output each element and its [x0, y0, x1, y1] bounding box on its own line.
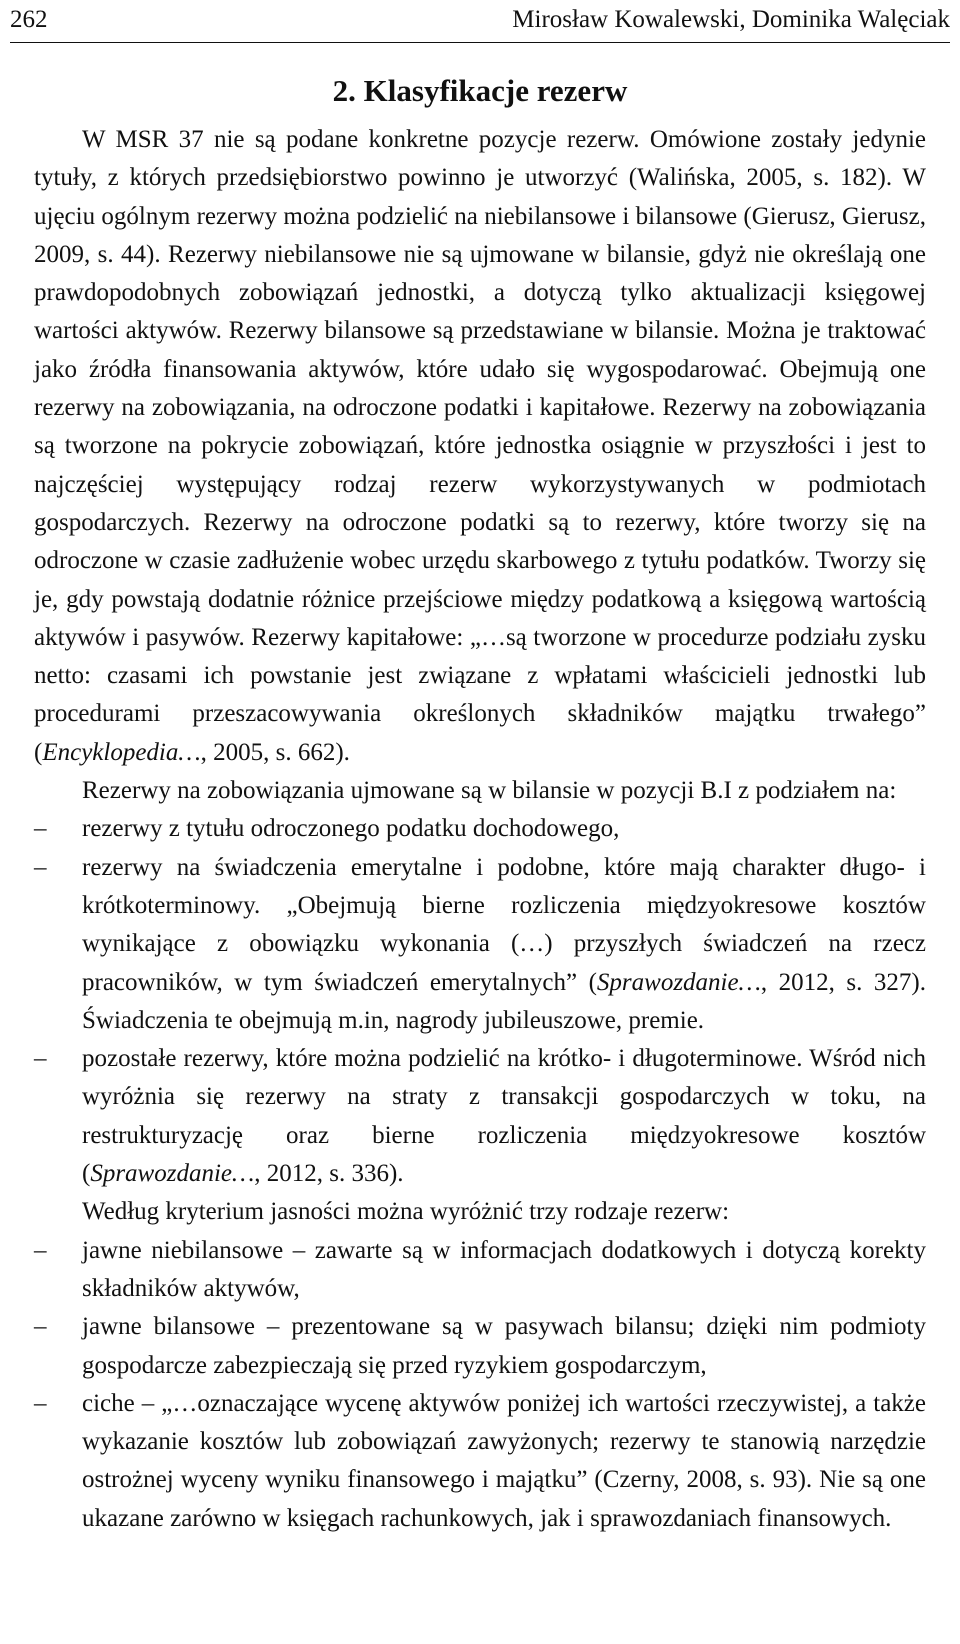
list-item: – rezerwy z tytułu odroczonego podatku dochodowego,	[34, 810, 926, 848]
paragraph-1-citation-tail: , 2005, s. 662).	[200, 738, 350, 766]
citation-title: Sprawozdanie…	[596, 968, 761, 996]
list-item-citation-tail: , 2012, s. 336).	[254, 1160, 404, 1188]
paragraph-2: Rezerwy na zobowiązania ujmowane są w bilansie w pozycji B.I z podziałem na:	[82, 777, 897, 805]
list-item	[34, 849, 926, 1040]
citation-title: Encyklopedia…	[42, 738, 201, 766]
paragraph-1-text: W MSR 37 nie są podane konkretne pozycje rezerw. Omówione zostały jedynie tytuły, z których przedsiębiorstwo powinno je utworzyć (Walińska, 2005, s. 182). W ujęciu ogólnym rezerwy można podzielić na niebilansowe i bilansowe (Gierusz, Gierusz, 2009, s. 44). Rezerwy niebilansowe nie są ujmowane w bilansie, gdyż nie określają one prawdopodobnych zobowiązań jednostki, a dotyczą tylko aktualizacji księgowej wartości aktywów. Rezerwy bilansowe są przedstawiane w bilansie. Można je traktować jako źródła finansowania aktywów, które udało się wygospodarować. Obejmują one rezerwy na zobowiązania, na odroczone podatki i kapitałowe. Rezerwy na zobowiązania są tworzone na pokrycie zobowiązań, które jednostka osiągnie w przyszłości i jest to najczęściej występujący rodzaj rezerw wykorzystywanych w podmiotach gospodarczych. Rezerwy na odroczone podatki są to rezerwy, które tworzy się na odroczone w czasie zadłużenie wobec urzędu skarbowego z tytułu podatków. Tworzy się je, gdy powstają dodatnie różnice przejściowe między podatkową a księgową wartością aktywów i pasywów. Rezerwy kapitałowe: „…są tworzone w procedurze podziału zysku netto: czasami ich powstanie jest związane z wpłatami właścicieli jednostki lub procedurami przeszacowywania określonych składników majątku trwałego” (	[34, 126, 926, 766]
list-item: – jawne niebilansowe – zawarte są w informacjach dodatkowych i dotyczą korekty składników aktywów,	[34, 1232, 926, 1309]
citation-title: Sprawozdanie…	[90, 1160, 255, 1188]
list-item-text: pozostałe rezerwy, które można podzielić na krótko- i długoterminowe. Wśród nich wyróżnia się rezerwy na straty z transakcji gospodarczych w toku, na restrukturyzację oraz bierne rozliczenia międzyokresowe kosztów (	[82, 1045, 926, 1188]
list-item-citation-tail: , 2012, s. 327). Świadczenia te obejmują m.in, nagrody jubileuszowe, premie.	[82, 968, 926, 1034]
paragraph-1	[34, 121, 926, 772]
section-heading: 2. Klasyfikacje rezerw	[332, 73, 628, 108]
paragraph-3: Według kryterium jasności można wyróżnić trzy rodzaje rezerw:	[82, 1198, 730, 1226]
list-item-text: rezerwy na świadczenia emerytalne i podobne, które mają charakter długo- i krótkoterminowy. „Obejmują bierne rozliczenia międzyokresowe kosztów wynikające z obowiązku wykonania (…) przyszłych świadczeń na rzecz pracowników, w tym świadczeń emerytalnych” (	[82, 853, 926, 996]
list-item: – ciche – „…oznaczające wycenę aktywów poniżej ich wartości rzeczywistej, a także wykazanie kosztów lub zobowiązań zawyżonych; rezerwy te stanowią narzędzie ostrożnej wyceny wyniku finansowego i majątku” (Czerny, 2008, s. 93). Nie są one ukazane zarówno w księgach rachunkowych, jak i sprawozdaniach finansowych.	[34, 1385, 926, 1538]
page-number: 262	[10, 6, 48, 33]
running-head	[10, 0, 950, 43]
running-head-authors: Mirosław Kowalewski, Dominika Walęciak	[512, 6, 950, 33]
provisions-list	[34, 810, 926, 1193]
list-item: – jawne bilansowe – prezentowane są w pasywach bilansu; dzięki nim podmioty gospodarcze zabezpieczają się przed ryzykiem gospodarczym,	[34, 1308, 926, 1385]
clarity-criterion-list	[34, 1232, 926, 1538]
list-item	[34, 1040, 926, 1193]
